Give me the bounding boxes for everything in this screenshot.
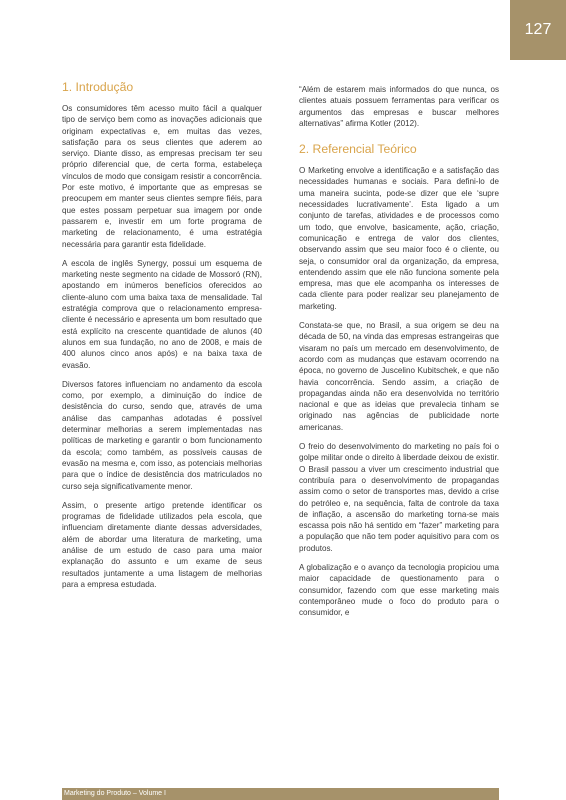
section-heading-theoretical-framework: 2. Referencial Teórico — [299, 142, 417, 157]
paragraph: Diversos fatores influenciam no andamento da escola como, por exemplo, a diminuição do índice de desistência do curso, sendo que, através de uma análise das campanhas adotadas é possível determinar melhorias a serem implementadas nas políticas de marketing e garantir o bom funcionamento da escola; como também, as possíveis causas de evasão na mesma e, com isso, as potenciais melhorias para que o índice de desistência dos matriculados no curso seja significativamente menor. — [62, 379, 262, 491]
paragraph: A globalização e o avanço da tecnologia propiciou uma maior capacidade de questionamento para o consumidor, fazendo com que esse marketing mais contemporâneo mude o foco do produto para o consumidor, e — [299, 562, 499, 618]
right-column — [299, 84, 499, 626]
paragraph: Assim, o presente artigo pretende identificar os programas de fidelidade utilizados pela escola, que influenciam diretamente diante dessas adversidades, além de abordar uma literatura de marketing, uma análise de um estudo de caso para uma maior explanação do assunto e um exame de seus resultados juntamente a uma listagem de melhorias para a empresa estudada. — [62, 500, 262, 589]
paragraph: Constata-se que, no Brasil, a sua origem se deu na década de 50, na vinda das empresas estrangeiras que visaram no país um mercado em desenvolvimento, de acordo com as mudanças que estavam ocorrendo na época, no governo de Juscelino Kubitschek, e que não havia concorrência. Sendo assim, a criação de propagandas ainda não era desenvolvida no território nacional e que as ideias que prevalecia tinham se originado nas agências de publicidade norte americanas. — [299, 321, 499, 432]
footer-title: Marketing do Produto – Volume I — [64, 790, 166, 797]
section-heading-introduction: 1. Introdução — [62, 80, 134, 94]
page-number-tab — [510, 0, 566, 60]
paragraph: A escola de inglês Synergy, possui um esquema de marketing neste segmento na cidade de Mossoró (RN), apostando em inúmeros benefícios oferecidos ao cliente-aluno com uma baixa taxa de mensalidade. Tal estratégia comprova que o relacionamento empresa-cliente é necessário e apresenta um bom resultado que está explícito na crescente quantidade de alunos (40 alunos em sua fundação, no ano de 2008, e mais de 400 alunos cinco anos após) e na baixa taxa de evasão. — [62, 258, 262, 370]
quote-paragraph: “Além de estarem mais informados do que nunca, os clientes atuais possuem ferramentas para verificar os argumentos das empresas e buscar melhores alternativas” afirma Kotler (2012). — [299, 85, 499, 128]
paragraph: O freio do desenvolvimento do marketing no país foi o golpe militar onde o direito à liberdade deixou de existir. O Brasil passou a viver um crescimento industrial que contribuía para o desenvolvimento de propagandas assim como o setor de transportes mas, devido a crise do petróleo e, na sequência, falta de controle da taxa de inflação, a ascensão do marketing torna-se mais escassa pois não há sentido em “fazer” marketing para a população que não tem poder aquisitivo para com os produtos. — [299, 442, 499, 553]
page-number: 127 — [524, 21, 552, 38]
paragraph: Os consumidores têm acesso muito fácil a qualquer tipo de serviço bem como as inovações adicionais que originam expectativas e, em muitas das vezes, satisfação para os seus clientes que aderem ao serviço. Diante disso, as empresas precisam ter seu próprio diferencial que, de certa forma, estabeleça vínculos de modo que consigam resistir a concorrência. Por este motivo, é importante que as empresas se preocupem em manter seus clientes sempre fiéis, para que estes possam perpetuar sua imagem por onde passarem e, investir em um forte programa de marketing de relacionamento, é uma estratégia necessária para garantir esta fidelidade. — [62, 104, 262, 249]
left-column — [62, 80, 262, 598]
footer-bar — [62, 788, 499, 800]
paragraph: O Marketing envolve a identificação e a satisfação das necessidades humanas e sociais. Para defini-lo de uma maneira sucinta, pode-se dizer que ele ‘supre necessidades lucrativamente’. Esta ligado a um conjunto de tarefas, atividades e de processos como um todo, que envolve, basicamente, ação, criação, comunicação e entrega de valor dos clientes, observando assim que seu maior foco é o cliente, ou seja, o consumidor oral da organização, da empresa, entendendo assim que ele não funciona somente pela empresa, mas que ele acompanha os interesses de cada cliente para poder realizar seu planejamento de marketing. — [299, 166, 499, 311]
